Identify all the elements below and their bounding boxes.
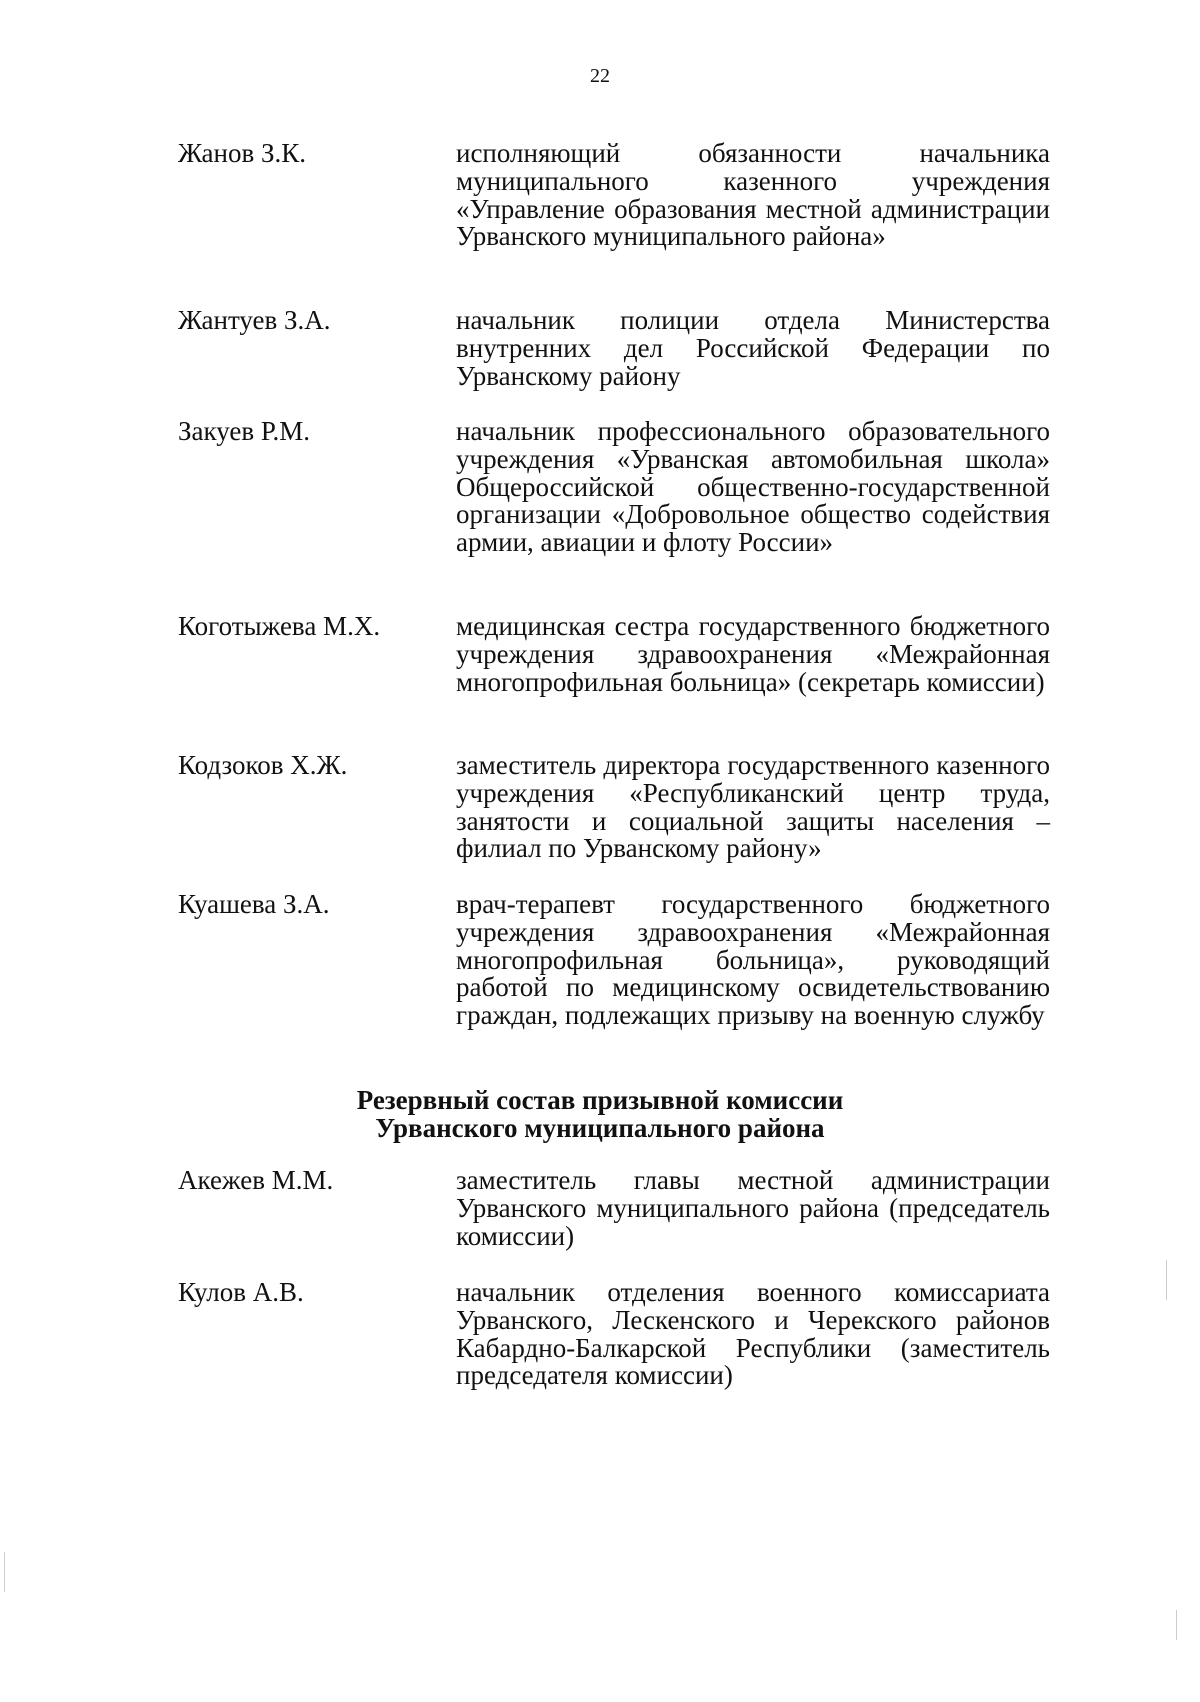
member-name: Закуев Р.М. — [178, 416, 311, 446]
member-position: заместитель директора государственного казенного учреждения «Республиканский центр труда, занятости и социальной защиты населения – филиал по Урванскому району» — [456, 750, 1050, 864]
member-position: начальник отделения военного комиссариата Урванского, Лескенского и Черекского районов Кабардно-Балкарской Республики (заместитель председателя комиссии) — [456, 1277, 1050, 1391]
member-name: Коготыжева М.Х. — [178, 611, 381, 641]
member-name: Жанов З.К. — [178, 138, 306, 168]
page-number: 22 — [590, 65, 610, 87]
member-name: Акежев М.М. — [178, 1165, 334, 1195]
scan-edge-mark — [4, 1552, 5, 1592]
member-position: начальник профессионального образовательного учреждения «Урванская автомобильная школа» Общероссийской общественно-государственной организации «Добровольное общество содействия армии, авиации и флоту России» — [456, 416, 1050, 558]
member-position: заместитель главы местной администрации Урванского муниципального района (председатель комиссии) — [456, 1165, 1050, 1251]
member-name: Куашева З.А. — [178, 889, 330, 919]
member-position: исполняющий обязанности начальника муниципального казенного учреждения «Управление образования местной администрации Урванского муниципального района» — [456, 138, 1050, 252]
reserve-title-line-1: Резервный состав призывной комиссии — [356, 1085, 844, 1115]
member-position: медицинская сестра государственного бюджетного учреждения здравоохранения «Межрайонная многопрофильная больница» (секретарь комиссии) — [456, 611, 1050, 697]
member-position: врач-терапевт государственного бюджетного учреждения здравоохранения «Межрайонная многопрофильная больница», руководящий работой по медицинскому освидетельствованию граждан, подлежащих призыву на военную службу — [456, 889, 1050, 1031]
member-name: Кодзоков Х.Ж. — [178, 750, 348, 780]
reserve-section-title — [0, 1086, 1200, 1142]
member-name: Кулов А.В. — [178, 1277, 304, 1307]
scan-edge-mark — [1166, 1260, 1167, 1300]
scan-edge-mark — [1176, 1610, 1177, 1640]
reserve-title-line-2: Урванского муниципального района — [375, 1113, 825, 1143]
member-position: начальник полиции отдела Министерства внутренних дел Российской Федерации по Урванскому району — [456, 305, 1050, 391]
member-name: Жантуев З.А. — [178, 305, 331, 335]
